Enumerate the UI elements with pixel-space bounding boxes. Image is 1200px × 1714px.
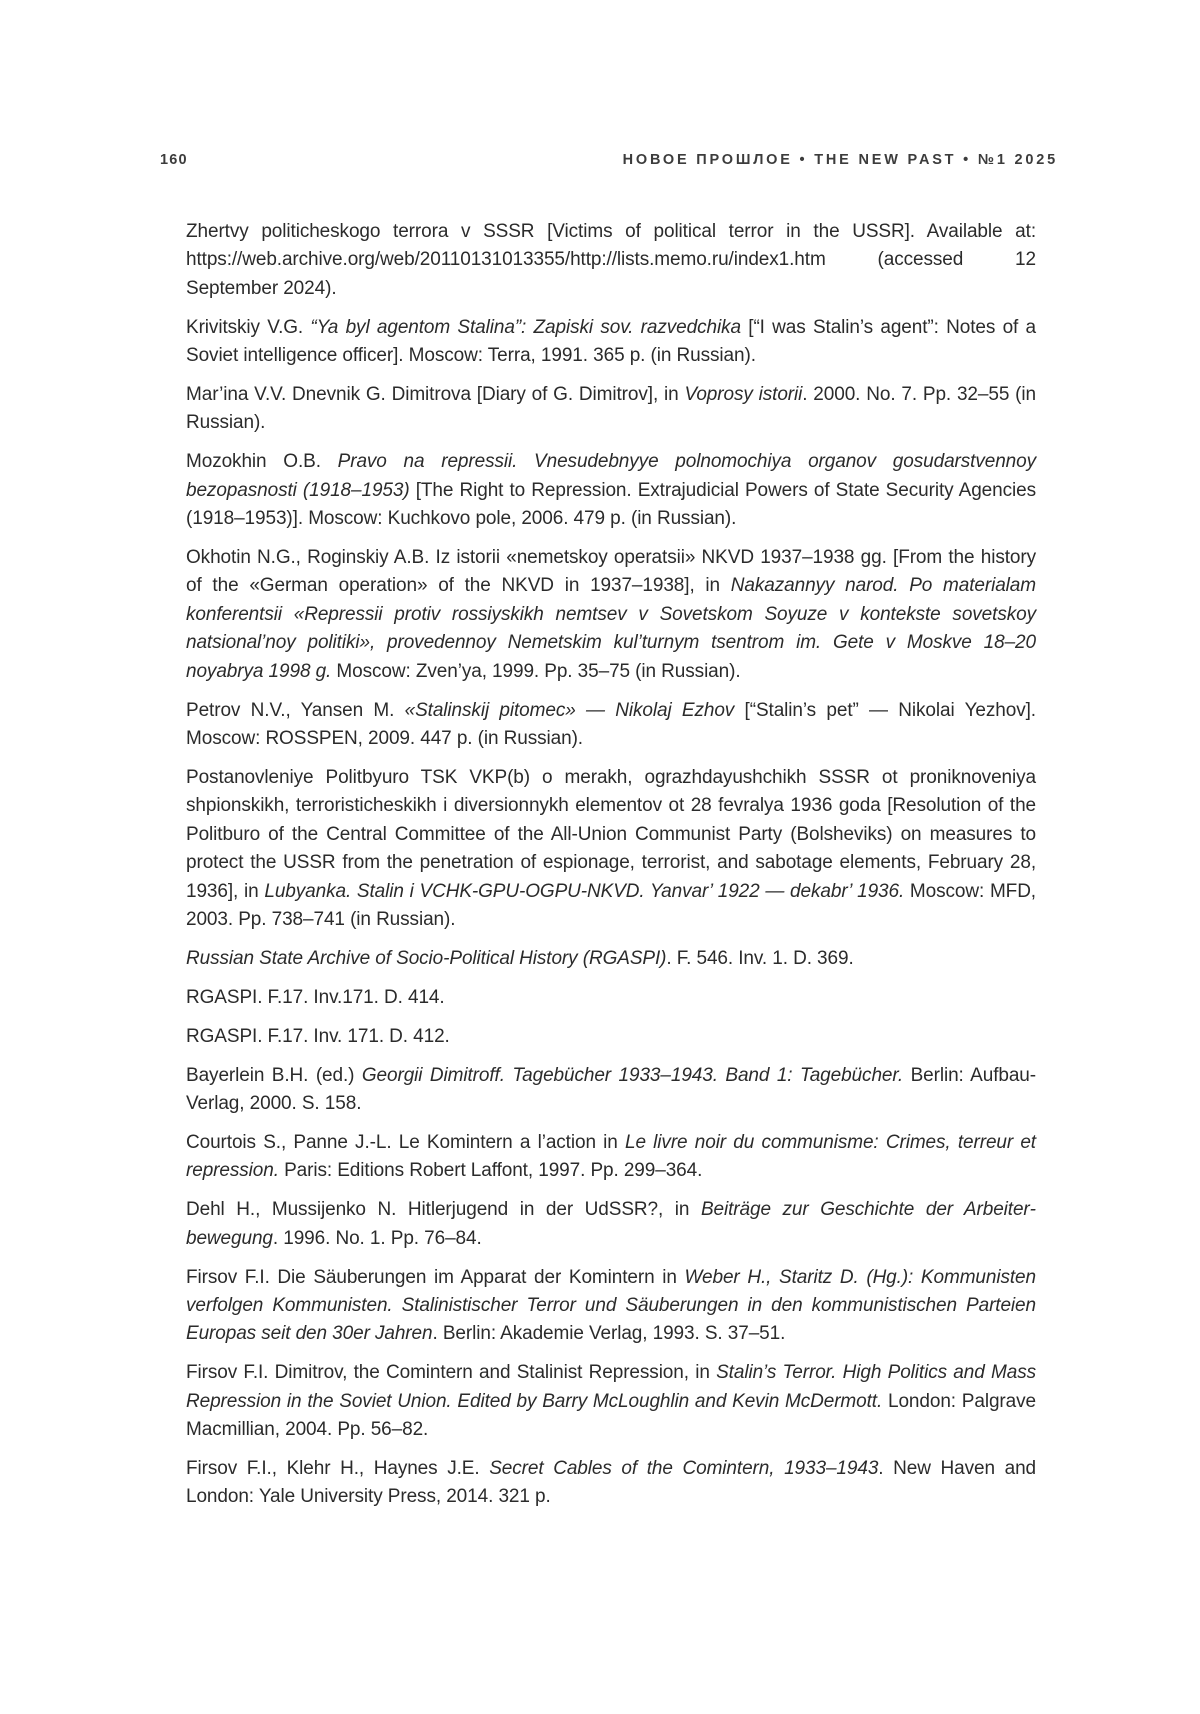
page-header [160, 152, 1058, 168]
reference-entry [186, 1062, 1036, 1119]
reference-title-italic: Secret Cables of the Comintern, 1933–1943 [489, 1457, 879, 1479]
reference-text: . 1996. No. 1. Pp. 76–84. [272, 1227, 482, 1249]
reference-text: RGASPI. F.17. Inv. 171. D. 412. [186, 1025, 450, 1047]
reference-text: . Berlin: Akademie Verlag, 1993. S. 37–51. [432, 1323, 786, 1345]
reference-text: . F. 546. Inv. 1. D. 369. [666, 947, 854, 969]
reference-text: Petrov N.V., Yansen M. [186, 699, 405, 721]
reference-text: Firsov F.I., Klehr H., Haynes J.E. [186, 1457, 490, 1479]
reference-text: Firsov F.I. Die Säuberungen im Apparat der Komintern in [186, 1266, 685, 1288]
reference-entry [186, 1129, 1036, 1186]
reference-entry [186, 945, 1036, 973]
reference-entry [186, 544, 1036, 686]
reference-title-italic: Weber H., Staritz D. (Hg.): Kommunisten verfolgen Kommunisten. Stalinistischer Terror und Säuberungen in den kommunistischen Parteien Europas seit den 30er Jahren [186, 1266, 1036, 1345]
reference-title-italic: Pravo na repressii. Vnesudebnyye polnomochiya organov gosudarstvennoy bezopasnosti (1918–1953) [186, 451, 1037, 501]
reference-text: Zhertvy politicheskogo terrora v SSSR [Victims of political terror in the USSR]. Available at: https://web.archive.org/web/20110131013355/http://lists.memo.ru/index1.htm (accessed 12 September 2024). [186, 221, 1036, 299]
reference-text: Okhotin N.G., Roginskiy A.B. Iz istorii «nemetskoy operatsii» NKVD 1937–1938 gg. [From the history of the «German operation» of the NKVD in 1937–1938], in [186, 547, 1036, 597]
reference-entry [186, 1264, 1036, 1349]
reference-entry [186, 984, 1036, 1012]
page-number: 160 [160, 152, 188, 168]
reference-text: Moscow: MFD, 2003. Pp. 738–741 (in Russian). [186, 880, 1036, 930]
reference-entry [186, 314, 1036, 371]
reference-text: Postanovleniye Politbyuro TSK VKP(b) o merakh, ograzhdayushchikh SSSR ot proniknoveniya shpionskikh, terroristicheskikh i diversionnykh elementov ot 28 fevralya 1936 goda [Resolution of the Politburo of the Central Committee of the All-Union Communist Party (Bolsheviks) on measures to protect the USSR from the penetration of espionage, terrorist, and sabotage elements, February 28, 1936], in [186, 766, 1036, 902]
reference-entry [186, 1023, 1036, 1051]
reference-text: . 2000. No. 7. Pp. 32–55 (in Russian). [186, 384, 1036, 434]
reference-text: Courtois S., Panne J.-L. Le Komintern a l’action in [186, 1131, 625, 1153]
reference-title-italic: «Stalinskij pitomec» — Nikolaj Ezhov [404, 699, 745, 721]
reference-entry [186, 764, 1036, 934]
reference-title-italic: Voprosy istorii [684, 384, 803, 406]
reference-entry [186, 448, 1036, 533]
reference-text: [The Right to Repression. Extrajudicial Powers of State Security Agencies (1918–1953)]. Moscow: Kuchkovo pole, 2006. 479 p. (in Russian). [186, 479, 1036, 530]
reference-text: [“I was Stalin’s agent”: Notes of a Soviet intelligence officer]. Moscow: Terra, 1991. 365 p. (in Russian). [186, 316, 1036, 367]
reference-entry [186, 697, 1036, 754]
references-list [186, 218, 1036, 1522]
reference-text: Dehl H., Mussijenko N. Hitlerjugend in der UdSSR?, in [186, 1199, 701, 1221]
reference-text: Bayerlein B.H. (ed.) [186, 1064, 362, 1086]
reference-text: RGASPI. F.17. Inv.171. D. 414. [186, 986, 445, 1008]
reference-text: Mar’ina V.V. Dnevnik G. Dimitrova [Diary of G. Dimitrov], in [186, 384, 685, 406]
reference-text: Mozokhin O.B. [186, 451, 338, 473]
reference-text: Paris: Editions Robert Laffont, 1997. Pp. 299–364. [284, 1160, 703, 1182]
reference-title-italic: Georgii Dimitroff. Tagebücher 1933–1943. Band 1: Tagebücher. [361, 1064, 911, 1086]
reference-entry [186, 1196, 1036, 1253]
reference-text: Berlin: Aufbau-Verlag, 2000. S. 158. [186, 1064, 1036, 1114]
reference-title-italic: Beiträge zur Geschichte der Arbeiterbewegung [186, 1199, 1036, 1249]
reference-text: Krivitskiy V.G. [186, 316, 311, 338]
reference-text: Moscow: Zven’ya, 1999. Pp. 35–75 (in Russian). [336, 660, 741, 682]
reference-text: London: Palgrave Macmillian, 2004. Pp. 56–82. [186, 1390, 1036, 1441]
reference-text: . New Haven and London: Yale University Press, 2014. 321 p. [186, 1457, 1037, 1508]
reference-text: [“Stalin’s pet” — Nikolai Yezhov]. Moscow: ROSSPEN, 2009. 447 p. (in Russian). [186, 699, 1036, 749]
reference-entry [186, 1359, 1036, 1444]
reference-title-italic: Nakazannyy narod. Po materialam konferentsii «Repressii protiv rossiyskikh nemtsev v Sovetskom Soyuze v kontekste sovetskoy natsional’noy politiki», provedennoy Nemetskim kul’turnym tsentrom im. Gete v Moskve 18–20 noyabrya 1998 g. [186, 575, 1036, 682]
journal-running-title: НОВОЕ ПРОШЛОЕ • THE NEW PAST • №1 2025 [622, 152, 1058, 168]
reference-title-italic: Russian State Archive of Socio-Political History (RGASPI) [186, 947, 667, 969]
reference-title-italic: Stalin’s Terror. High Politics and Mass Repression in the Soviet Union. Edited by Barry McLoughlin and Kevin McDermott. [186, 1362, 1036, 1412]
reference-entry [186, 381, 1036, 438]
reference-title-italic: Lubyanka. Stalin i VCHK-GPU-OGPU-NKVD. Yanvar’ 1922 — dekabr’ 1936. [264, 880, 910, 902]
reference-entry [186, 218, 1036, 303]
reference-entry [186, 1455, 1036, 1512]
reference-title-italic: “Ya byl agentom Stalina”: Zapiski sov. razvedchika [310, 316, 749, 338]
reference-text: Firsov F.I. Dimitrov, the Comintern and Stalinist Repression, in [186, 1362, 717, 1384]
reference-title-italic: Le livre noir du communisme: Crimes, terreur et repression. [186, 1131, 1036, 1182]
